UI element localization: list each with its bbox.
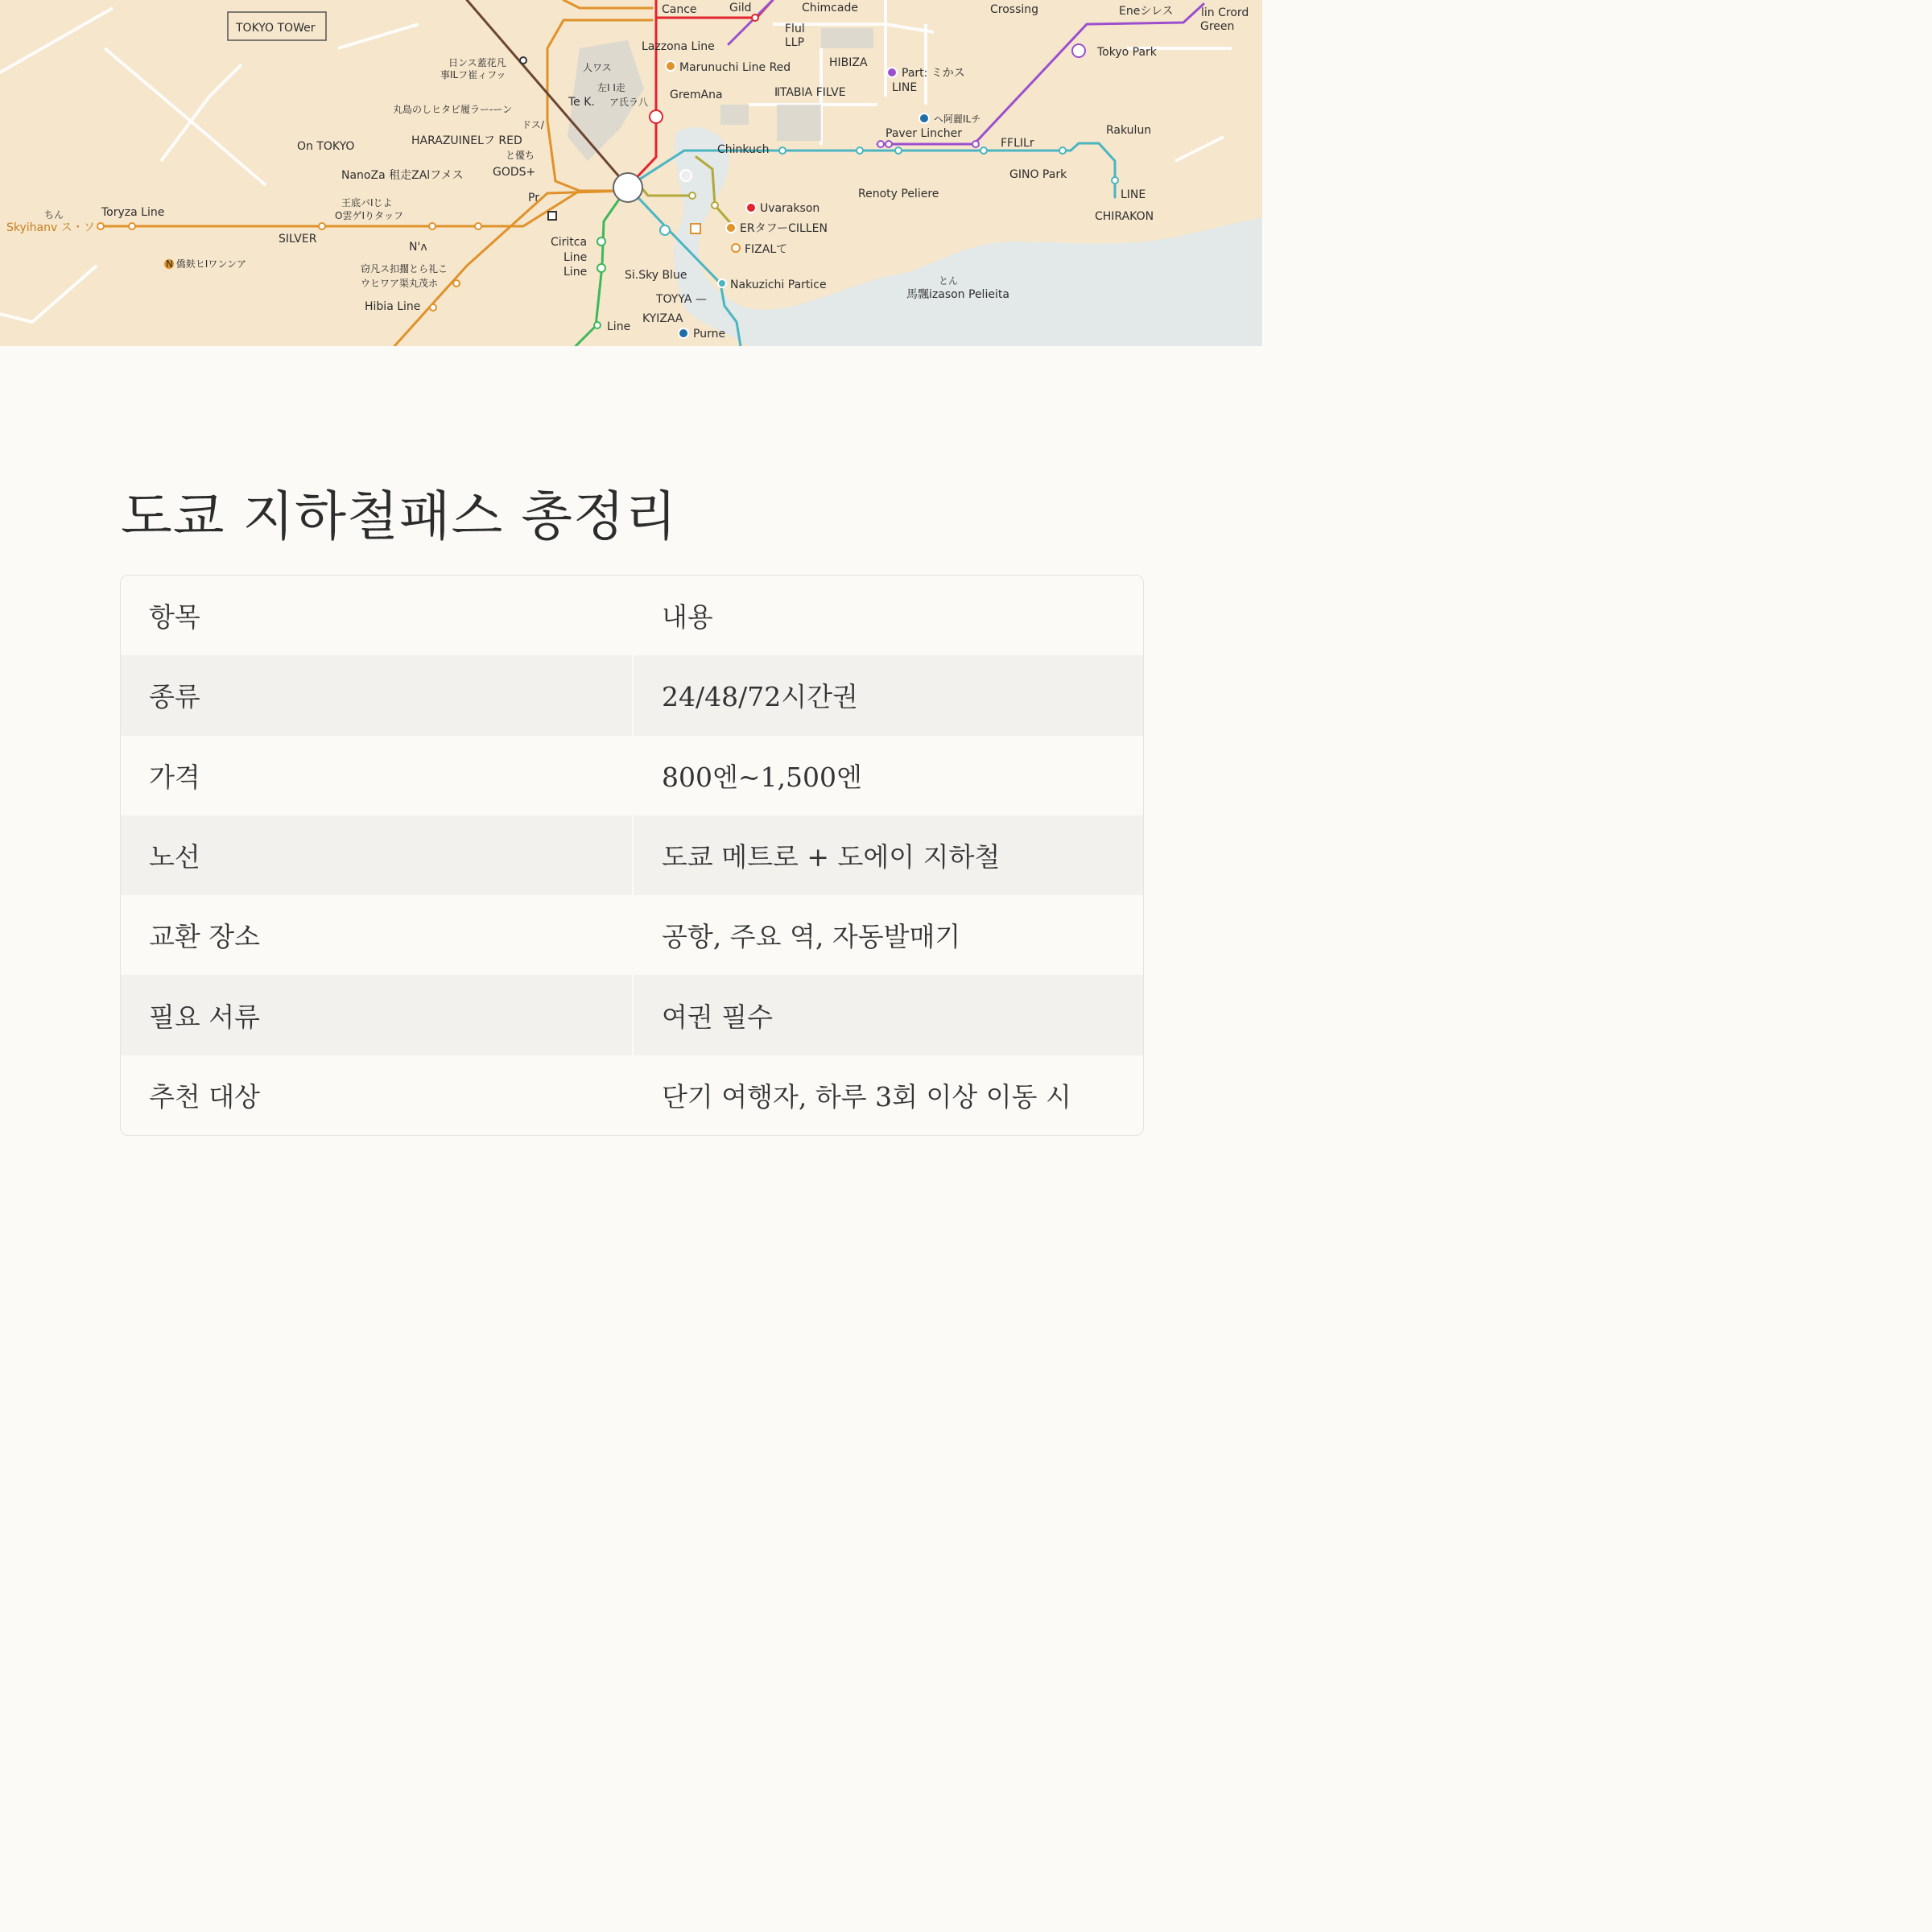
- header-item: 항목: [149, 601, 200, 634]
- station-teal-5: [980, 147, 987, 154]
- subway-map: [0, 0, 1262, 346]
- label-lin-crord: lin Crord: [1201, 6, 1249, 19]
- header-content: 내용: [633, 576, 1143, 655]
- label-gild: Gild: [729, 2, 752, 14]
- row-item: 필요 서류: [121, 975, 633, 1055]
- table-row: [121, 895, 1143, 975]
- label-toyya: TOYYA —: [656, 293, 707, 306]
- label-akiha: ア氏ラ八: [609, 97, 649, 108]
- station-tokyo-park: [1072, 44, 1085, 57]
- label-jp1: 日ンス蓋花凡: [448, 57, 506, 68]
- label-fflilr: FFLILr: [1001, 137, 1034, 150]
- label-paver: Paver Lincher: [886, 127, 962, 140]
- label-itabia: ⅡTABIA FILVE: [774, 86, 846, 99]
- label-chimcade: Chimcade: [802, 2, 858, 14]
- label-si-sky: Si.Sky Blue: [625, 269, 687, 282]
- label-toryza: Toryza Line: [101, 206, 165, 219]
- station-orange-3: [429, 223, 436, 229]
- station-green-1: [597, 237, 605, 246]
- label-hibiza: HIBIZA: [829, 56, 868, 69]
- station-purple-2: [886, 141, 892, 147]
- label-hidari: 左I I走: [597, 82, 625, 93]
- label-nanoza: NanoZa 租走ZAlフメス: [341, 169, 464, 182]
- row-item: 교환 장소: [149, 921, 261, 953]
- pass-info-table: [120, 575, 1144, 1136]
- station-fizal: [732, 244, 740, 252]
- label-line-g: Line: [607, 320, 631, 333]
- subway-map-svg: [0, 0, 1262, 346]
- label-jp11: ウヒワア渠丸茂ホ: [361, 278, 439, 289]
- label-jp8: ちん: [44, 209, 64, 221]
- label-jp5: と優ち: [506, 150, 535, 161]
- label-tek: Te K.: [568, 96, 595, 109]
- station-uvarakson: [746, 203, 756, 213]
- label-renoty: Renoty Peliere: [858, 188, 939, 200]
- table-row: [121, 1055, 1143, 1135]
- label-purne: Purne: [693, 328, 726, 341]
- label-gremana: GremAna: [670, 89, 723, 101]
- label-hibia: Hibia Line: [365, 300, 421, 313]
- row-content: 여권 필수: [633, 975, 1143, 1055]
- label-pr: Pr: [528, 192, 539, 204]
- station-orange-5: [453, 280, 460, 287]
- label-llp: LLP: [785, 36, 805, 49]
- label-ciritca: Ciritca: [551, 236, 588, 249]
- station-teal-4: [895, 147, 902, 154]
- station-part: [887, 68, 897, 77]
- station-teal-2: [779, 147, 786, 154]
- label-jp4: ヘ阿麗ILチ: [934, 114, 981, 125]
- label-uvarakson: Uvarakson: [760, 202, 820, 215]
- label-line-c2: Line: [564, 266, 588, 279]
- row-content: 단기 여행자, 하루 3회 이상 이동 시: [633, 1055, 1143, 1135]
- label-ton: とん: [939, 275, 959, 287]
- label-nakuzichi: Nakuzichi Particе: [730, 279, 827, 291]
- table-row: [121, 975, 1143, 1055]
- label-er: ERタフーCILLEN: [740, 222, 828, 235]
- label-chinkuch: Chinkuch: [717, 143, 770, 156]
- station-brown-1: [520, 57, 526, 64]
- label-part-line: LINE: [892, 81, 918, 94]
- table-row: [121, 815, 1143, 895]
- airport-icon: [680, 170, 691, 181]
- station-teal: [660, 225, 670, 235]
- label-green: Green: [1200, 20, 1235, 33]
- label-silver: SILVER: [279, 233, 317, 246]
- label-jp6: 王底バIじよ: [341, 197, 393, 208]
- row-item: 노선: [121, 815, 633, 895]
- label-nk: N'ᴧ: [409, 241, 427, 254]
- label-jp10: 窃凡ス扣擱とら礼こ: [361, 263, 448, 275]
- station-purple-3: [972, 141, 979, 147]
- station-er: [726, 223, 736, 233]
- label-tokyo-park: Tokyo Park: [1097, 46, 1157, 59]
- row-content: 공항, 주요 역, 자동발매기: [633, 895, 1143, 975]
- station-teal-7: [1112, 177, 1118, 184]
- row-item: 가격: [149, 761, 200, 793]
- row-content: 도쿄 메트로 + 도에이 지하철: [633, 815, 1143, 895]
- label-on-tokyo: On TOKYO: [297, 140, 355, 153]
- station-green-2: [597, 264, 605, 272]
- station-teal-6: [1059, 147, 1066, 154]
- table-row: [121, 655, 1143, 735]
- table-row: [121, 736, 1143, 815]
- label-marunuchi: Marunuchi Line Red: [679, 61, 791, 74]
- page-title: 도쿄 지하철패스 총정리: [121, 485, 678, 547]
- station-red-2: [752, 14, 758, 21]
- station-red: [650, 110, 663, 123]
- info-table: [121, 576, 1143, 1135]
- station-orange-1: [129, 223, 135, 229]
- label-line-right: LINE: [1121, 188, 1146, 201]
- station-orange-2: [319, 223, 325, 229]
- station-skyihanv: [97, 223, 104, 229]
- table-header-row: [121, 576, 1143, 655]
- station-purne: [679, 328, 688, 338]
- station-jp4: [919, 114, 929, 123]
- label-part: Part: ミかス: [902, 67, 965, 80]
- label-kyizaa: KYIZAA: [642, 312, 683, 325]
- station-olive-2: [689, 192, 696, 199]
- label-jp3: 丸島のしヒタビ履ラー-ーン: [393, 104, 513, 115]
- station-marunuchi: [666, 61, 675, 71]
- label-line-c1: Line: [564, 251, 588, 264]
- row-item: 추천 대상: [149, 1080, 261, 1113]
- label-chirakon: CHIRAKON: [1095, 210, 1154, 223]
- label-rsu: ドス/: [522, 119, 544, 130]
- station-square-2: [691, 224, 700, 233]
- station-purple-1: [877, 141, 884, 147]
- station-olive-1: [712, 202, 718, 208]
- label-crossing: Crossing: [990, 3, 1039, 16]
- label-melizason: 馬飄izason Pelieita: [906, 288, 1009, 301]
- label-cance: Cance: [662, 3, 697, 16]
- row-content: 24/48/72시간권: [633, 655, 1143, 735]
- row-content: 800엔~1,500엔: [633, 736, 1143, 815]
- station-orange-6: [430, 304, 436, 311]
- station-nakuzichi: [718, 279, 726, 287]
- label-gods: GODS+: [493, 166, 536, 179]
- station-orange-4: [475, 223, 481, 229]
- label-flul: Flul: [785, 23, 805, 35]
- row-item: 종류: [121, 655, 633, 735]
- label-skyihanv: Skyihanv ス・ソ: [6, 221, 95, 234]
- label-rakulun: Rakulun: [1106, 124, 1152, 137]
- label-harazuinel: HARAZUINELフ RED: [411, 134, 522, 147]
- label-jp7: O雲ゲIりタッフ: [335, 210, 403, 221]
- label-jp9: N 僑麸ヒIワンンア: [166, 258, 247, 270]
- label-lazzona: Lazzona Line: [642, 40, 715, 53]
- label-fizal: FIZALて: [745, 243, 788, 256]
- hub-station: [613, 173, 642, 202]
- label-tokyo-tower: TOKYO TOWer: [236, 22, 316, 35]
- label-ene: Eneシレス: [1119, 5, 1174, 18]
- label-awasu: 人ワス: [583, 62, 612, 73]
- station-square: [548, 212, 556, 220]
- station-teal-3: [857, 147, 863, 154]
- label-gino: GINO Park: [1009, 168, 1067, 181]
- label-jp2: 事ILフ崔ィフッ: [440, 69, 506, 80]
- station-green-3: [594, 322, 601, 328]
